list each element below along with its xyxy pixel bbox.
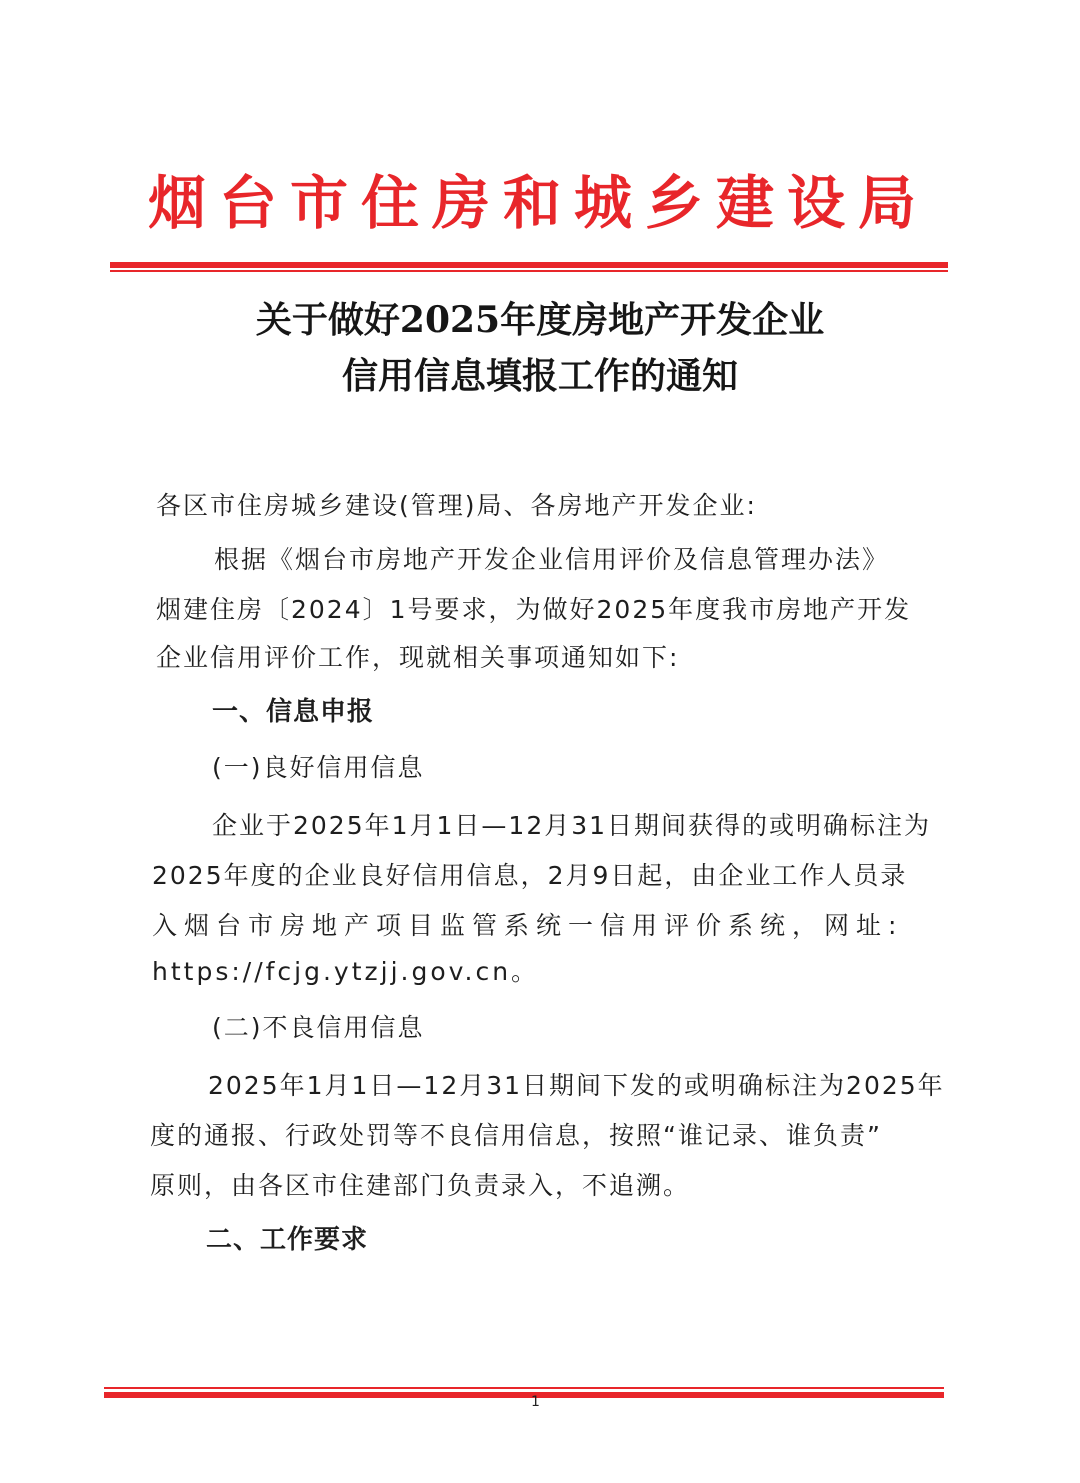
header-rule-thin — [110, 270, 948, 272]
intro-line: 烟建住房〔2024〕1号要求，为做好2025年度我市房地产开发 — [156, 595, 912, 624]
paragraph-line: 原则，由各区市住建部门负责录入，不追溯。 — [150, 1171, 691, 1200]
footer-rule-thick — [104, 1392, 944, 1398]
paragraph-line: 度的通报、行政处罚等不良信用信息，按照“谁记录、谁负责” — [150, 1121, 882, 1150]
url-link[interactable]: https://fcjg.ytzjj.gov.cn。 — [152, 957, 540, 986]
intro-line: 企业信用评价工作，现就相关事项通知如下: — [156, 643, 680, 672]
paragraph-line: 企业于2025年1月1日—12月31日期间获得的或明确标注为 — [212, 811, 932, 840]
page-number: 1 — [531, 1394, 540, 1410]
subsection-heading-2: (二)不良信用信息 — [212, 1013, 425, 1042]
agency-letterhead: 烟台市住房和城乡建设局 — [148, 169, 930, 237]
salutation: 各区市住房城乡建设(管理)局、各房地产开发企业: — [156, 491, 757, 520]
paragraph-line: 2025年1月1日—12月31日期间下发的或明确标注为2025年 — [208, 1071, 945, 1100]
document-title-line1: 关于做好2025年度房地产开发企业 — [255, 299, 825, 341]
footer-rule-thin — [104, 1387, 944, 1389]
intro-line: 根据《烟台市房地产开发企业信用评价及信息管理办法》 — [214, 545, 890, 574]
paragraph-line: 入烟台市房地产项目监管系统一信用评价系统，网址: — [152, 911, 904, 940]
subsection-heading-1: (一)良好信用信息 — [212, 753, 425, 782]
section-heading-1: 一、信息申报 — [212, 697, 375, 727]
paragraph-line: 2025年度的企业良好信用信息，2月9日起，由企业工作人员录 — [152, 861, 908, 890]
document-title-line2: 信用信息填报工作的通知 — [341, 355, 738, 397]
section-heading-2: 二、工作要求 — [206, 1225, 369, 1255]
header-rule-thick — [110, 262, 948, 268]
